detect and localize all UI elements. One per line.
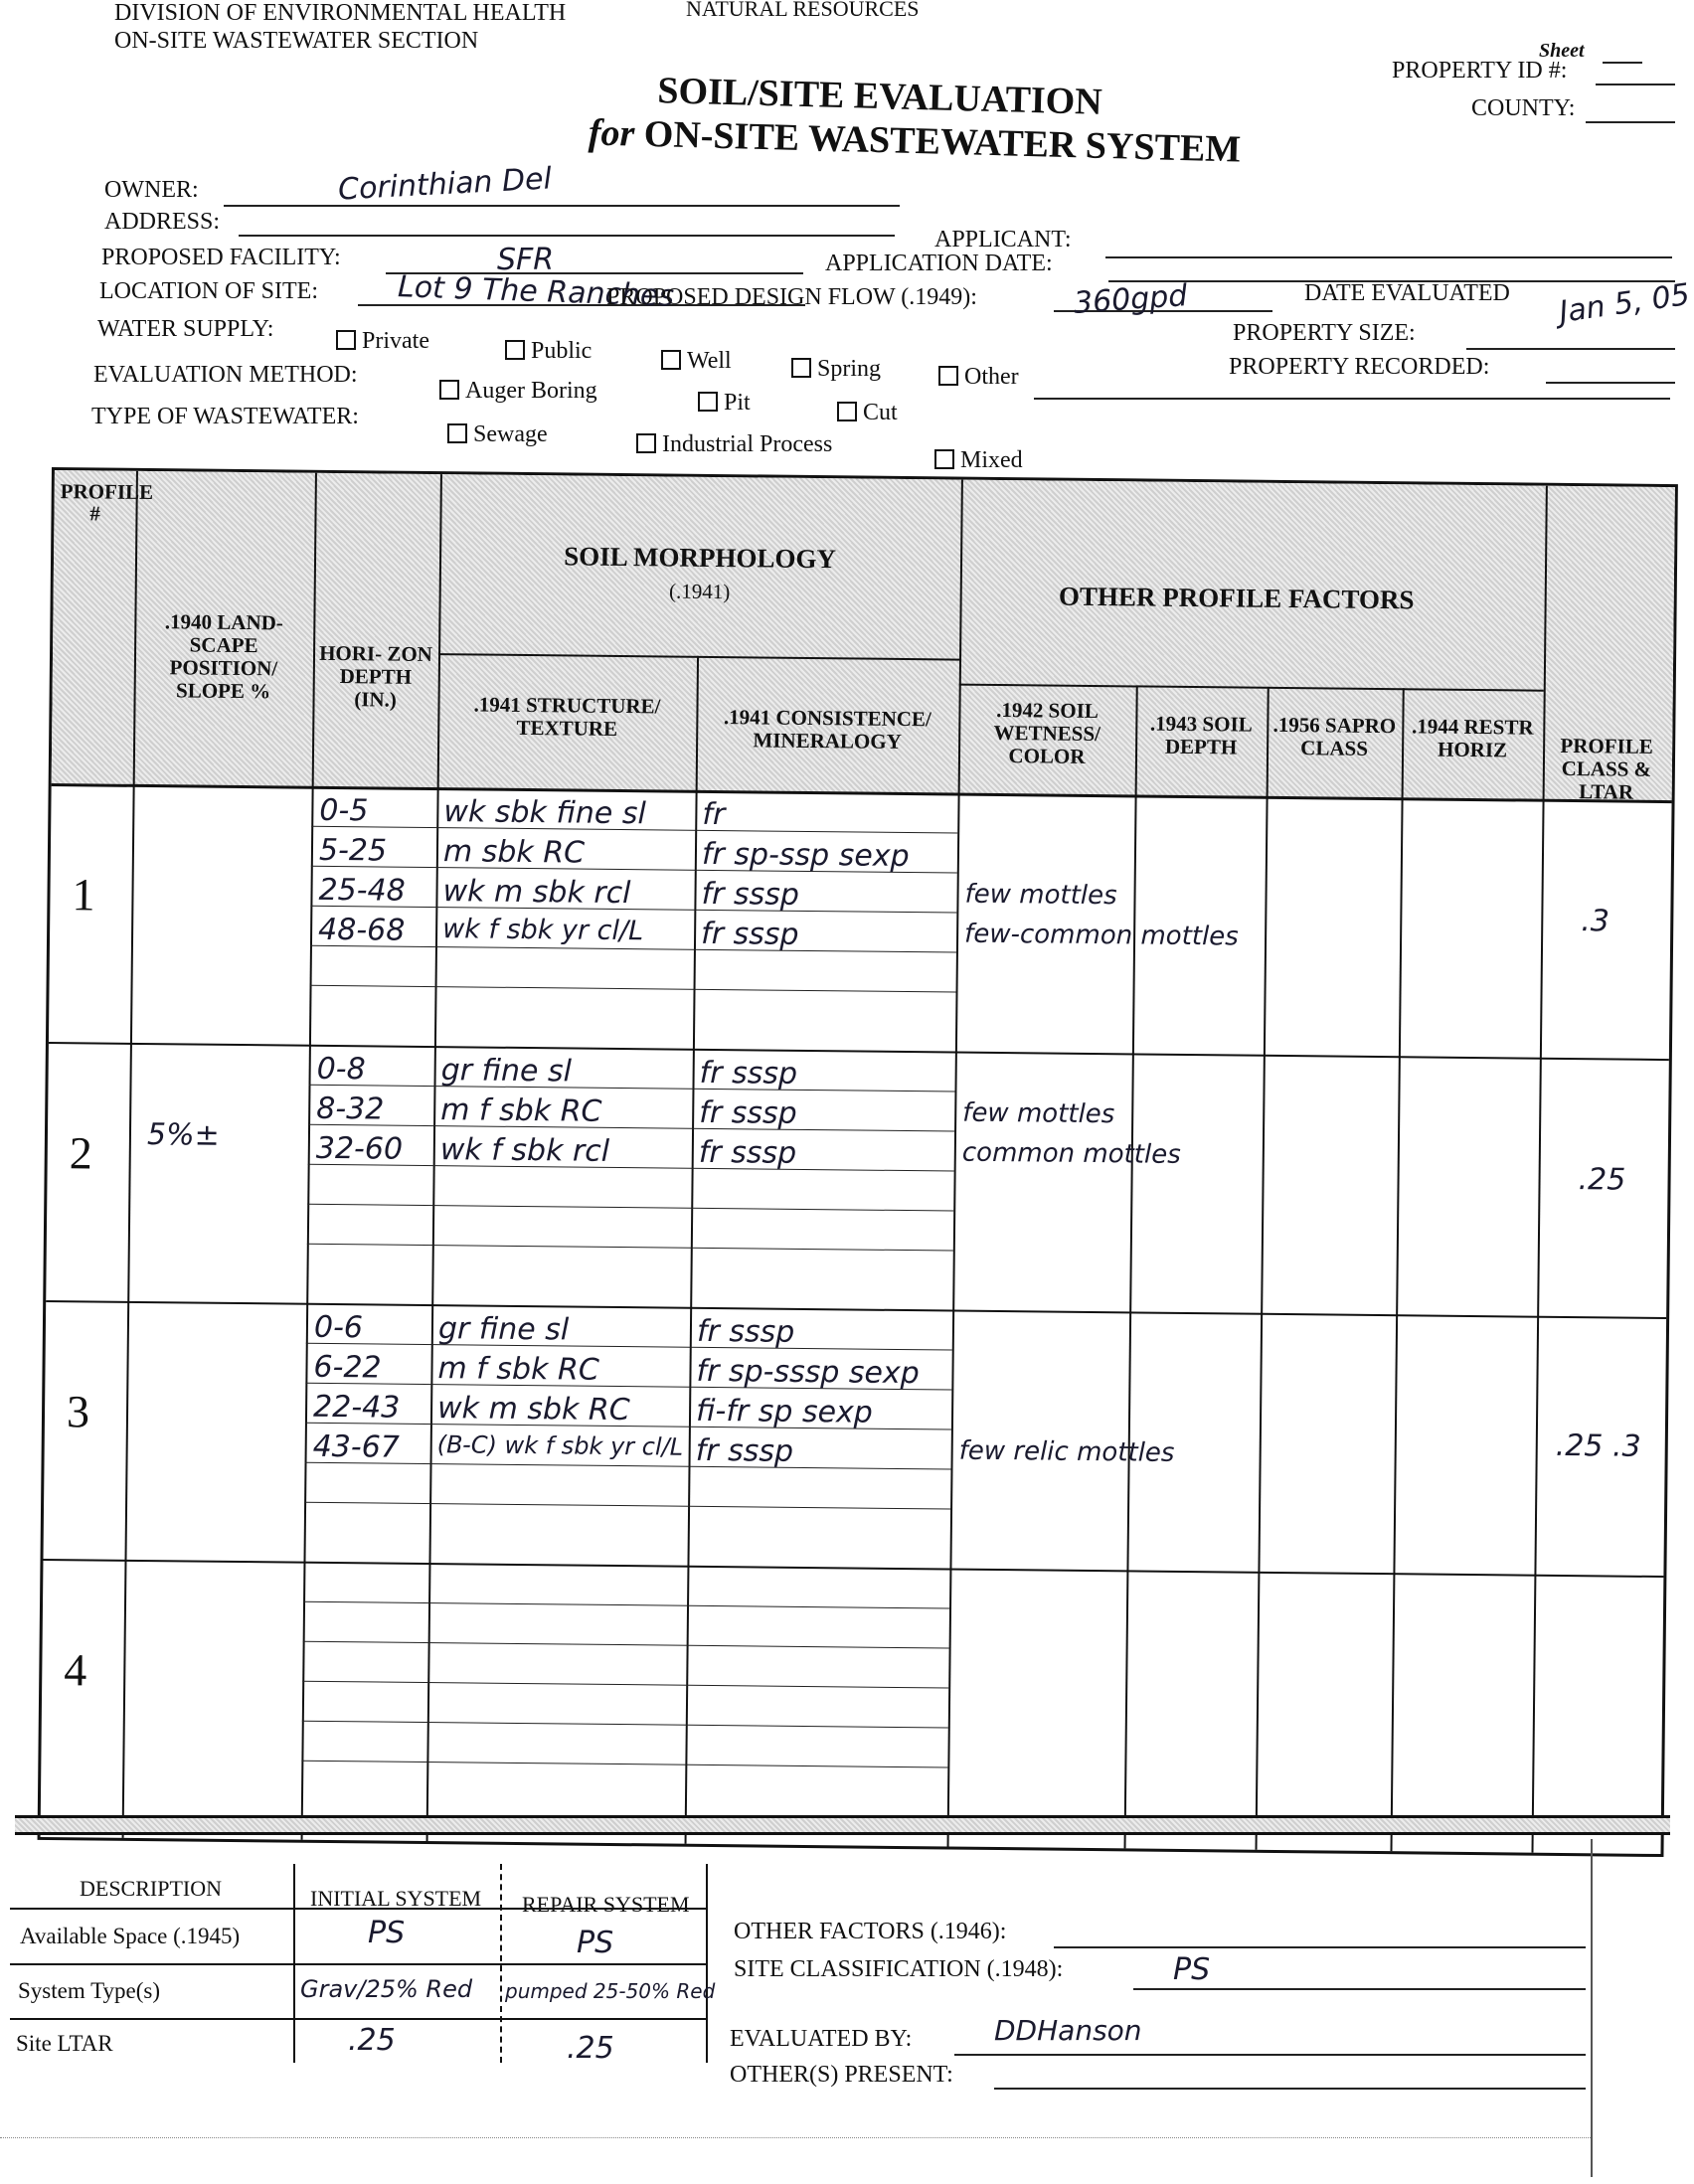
private-label: Private: [362, 328, 429, 354]
sewage-checkbox[interactable]: [447, 423, 467, 443]
proposed-facility-value[interactable]: SFR: [497, 243, 555, 277]
cut-checkbox[interactable]: [837, 402, 857, 421]
auger-boring-option[interactable]: [439, 378, 597, 405]
spring-checkbox[interactable]: [791, 358, 811, 378]
others-present-label: OTHER(S) PRESENT:: [730, 2062, 953, 2088]
scan-edge: [1591, 1839, 1593, 2177]
p3-ltar[interactable]: .25 .3: [1555, 1428, 1641, 1464]
p2-h1-depth[interactable]: 0-8: [316, 1051, 366, 1088]
date-evaluated-value[interactable]: Jan 5, 05: [1557, 276, 1692, 331]
p3-h3-consistence[interactable]: fi-fr sp sexp: [695, 1393, 874, 1430]
p3-h1-depth[interactable]: 0-6: [313, 1309, 364, 1346]
property-id-label: PROPERTY ID #:: [1392, 58, 1568, 84]
p3-h3-depth[interactable]: 22-43: [312, 1389, 401, 1426]
p3-h2-consistence[interactable]: fr sp-sssp sexp: [696, 1353, 920, 1392]
row-available-space-label: Available Space (.1945): [20, 1924, 241, 1948]
p3-h2-texture[interactable]: m f sbk RC: [437, 1351, 599, 1388]
p1-h2-texture[interactable]: m sbk RC: [442, 834, 586, 871]
summary-initial-label: INITIAL SYSTEM: [310, 1886, 482, 1911]
applicant-label: APPLICANT:: [934, 227, 1072, 252]
table-bottom-band: [15, 1815, 1670, 1835]
p2-slope[interactable]: 5%±: [146, 1117, 220, 1153]
p2-h3-consistence[interactable]: fr sssp: [698, 1134, 797, 1171]
wastewater-type-label: TYPE OF WASTEWATER:: [91, 404, 359, 429]
p2-h3-wetness[interactable]: common mottles: [961, 1137, 1181, 1170]
hdr-profile-class: PROFILE CLASS & LTAR: [1560, 733, 1653, 804]
county-label: COUNTY:: [1471, 95, 1576, 121]
sewage-label: Sewage: [473, 421, 548, 447]
row-site-ltar-repair[interactable]: .25: [567, 2031, 614, 2066]
spring-label: Spring: [817, 356, 882, 382]
site-classification-label: SITE CLASSIFICATION (.1948):: [734, 1956, 1064, 1982]
site-classification-value[interactable]: PS: [1173, 1952, 1211, 1987]
well-label: Well: [687, 348, 732, 374]
property-recorded-label: PROPERTY RECORDED:: [1229, 354, 1490, 380]
water-supply-label: WATER SUPPLY:: [97, 316, 274, 342]
p1-h2-consistence[interactable]: fr sp-ssp sexp: [701, 836, 910, 875]
hdr-soil-morphology: SOIL MORPHOLOGY: [564, 541, 837, 575]
p1-h4-consistence[interactable]: fr sssp: [700, 916, 799, 952]
evaluation-method-label: EVALUATION METHOD:: [93, 362, 358, 388]
evaluated-by-label: EVALUATED BY:: [730, 2026, 913, 2052]
sheet-label: Sheet: [1539, 40, 1585, 62]
design-flow-label: PROPOSED DESIGN FLOW (.1949):: [606, 284, 977, 310]
hdr-wetness: .1942 SOIL WETNESS/ COLOR: [993, 697, 1101, 768]
p3-h4-consistence[interactable]: fr sssp: [695, 1432, 794, 1469]
water-well-option[interactable]: [661, 348, 732, 375]
form-subtitle-text: ON-SITE WASTEWATER SYSTEM: [643, 112, 1242, 171]
hdr-profile: PROFILE #: [60, 479, 154, 526]
date-evaluated-label: DATE EVALUATED: [1304, 280, 1510, 306]
water-public-option[interactable]: [505, 338, 592, 365]
mixed-checkbox[interactable]: [934, 449, 954, 469]
pit-label: Pit: [724, 390, 751, 416]
other-factors-label: OTHER FACTORS (.1946):: [734, 1919, 1007, 1944]
p1-h3-wetness[interactable]: few mottles: [964, 879, 1117, 912]
water-other-option[interactable]: [938, 364, 1019, 391]
cut-label: Cut: [863, 400, 898, 425]
profile-4-number: 4: [64, 1644, 87, 1696]
p1-h4-depth[interactable]: 48-68: [317, 912, 406, 948]
p1-h2-depth[interactable]: 5-25: [318, 832, 388, 869]
p3-h1-texture[interactable]: gr fine sl: [437, 1311, 570, 1348]
p1-h1-texture[interactable]: wk sbk fine sl: [443, 794, 646, 832]
industrial-option[interactable]: [636, 431, 832, 458]
other-checkbox[interactable]: [938, 366, 958, 386]
p2-h1-texture[interactable]: gr fine sl: [440, 1053, 573, 1090]
agency-line2: ON-SITE WASTEWATER SECTION: [114, 28, 479, 54]
soil-table: [38, 467, 1678, 1857]
p1-ltar[interactable]: .3: [1581, 904, 1610, 939]
cut-option[interactable]: [837, 400, 898, 426]
p1-h1-depth[interactable]: 0-5: [319, 792, 369, 829]
row-site-ltar-initial[interactable]: .25: [348, 2023, 396, 2058]
location-label: LOCATION OF SITE:: [99, 278, 318, 304]
p1-h3-texture[interactable]: wk m sbk rcl: [442, 874, 631, 912]
profile-3-number: 3: [66, 1386, 90, 1437]
row-system-type-repair[interactable]: pumped 25-50% Red: [505, 1979, 716, 2003]
row-system-type-label: System Type(s): [18, 1978, 160, 2003]
p2-h3-texture[interactable]: wk f sbk rcl: [439, 1132, 610, 1169]
form-subtitle-for: for: [588, 111, 635, 155]
p3-h4-depth[interactable]: 43-67: [312, 1428, 401, 1465]
agency-line1: DIVISION OF ENVIRONMENTAL HEALTH: [114, 0, 567, 26]
hdr-soil-morphology-code: (.1941): [668, 579, 731, 604]
summary-table: [10, 1864, 716, 2066]
proposed-facility-label: PROPOSED FACILITY:: [101, 245, 341, 270]
industrial-checkbox[interactable]: [636, 433, 656, 453]
well-checkbox[interactable]: [661, 350, 681, 370]
p3-h2-depth[interactable]: 6-22: [313, 1349, 382, 1386]
owner-value[interactable]: Corinthian Del: [337, 161, 553, 208]
private-checkbox[interactable]: [336, 330, 356, 350]
hdr-landscape: .1940 LAND- SCAPE POSITION/ SLOPE %: [164, 609, 284, 704]
summary-repair-label: REPAIR SYSTEM: [522, 1892, 690, 1917]
p2-h2-texture[interactable]: m f sbk RC: [440, 1092, 602, 1129]
form-title: SOIL/SITE EVALUATION: [656, 70, 1103, 123]
hdr-structure: .1941 STRUCTURE/ TEXTURE: [473, 692, 661, 741]
profile-2-number: 2: [69, 1127, 93, 1179]
public-label: Public: [531, 338, 593, 364]
p1-h3-depth[interactable]: 25-48: [318, 872, 406, 909]
p3-h1-consistence[interactable]: fr sssp: [696, 1313, 795, 1350]
design-flow-value[interactable]: 360gpd: [1072, 278, 1189, 321]
water-private-option[interactable]: [336, 328, 429, 355]
public-checkbox[interactable]: [505, 340, 525, 360]
profile-1-number: 1: [72, 869, 95, 921]
p1-h4-wetness[interactable]: few-common mottles: [963, 919, 1239, 952]
p1-h4-texture[interactable]: wk f sbk yr cl/L: [441, 914, 644, 947]
pit-checkbox[interactable]: [698, 392, 718, 412]
hdr-sapro: .1956 SAPRO CLASS: [1272, 712, 1397, 760]
water-spring-option[interactable]: [791, 356, 881, 383]
mixed-option[interactable]: [934, 447, 1023, 474]
location-value[interactable]: Lot 9 The Ranches: [397, 269, 675, 314]
p3-h3-texture[interactable]: wk m sbk RC: [436, 1391, 630, 1428]
application-date-label: APPLICATION DATE:: [825, 251, 1053, 276]
hdr-restr: .1944 RESTR HORIZ: [1411, 714, 1534, 762]
p2-h2-wetness[interactable]: few mottles: [962, 1097, 1115, 1130]
evaluated-by-value[interactable]: DDHanson: [994, 2014, 1142, 2047]
row-site-ltar-label: Site LTAR: [16, 2031, 113, 2056]
p2-h1-consistence[interactable]: fr sssp: [699, 1055, 798, 1092]
property-size-label: PROPERTY SIZE:: [1233, 320, 1416, 346]
row-available-space-repair[interactable]: PS: [577, 1926, 614, 1960]
row-available-space-initial[interactable]: PS: [368, 1916, 406, 1950]
mixed-label: Mixed: [960, 447, 1023, 473]
p2-ltar[interactable]: .25: [1578, 1162, 1626, 1198]
hdr-soil-depth: .1943 SOIL DEPTH: [1149, 711, 1253, 759]
sewage-option[interactable]: [447, 421, 548, 448]
p1-h1-consistence[interactable]: fr: [702, 796, 726, 833]
row-system-type-initial[interactable]: Grav/25% Red: [300, 1975, 473, 2003]
summary-description-label: DESCRIPTION: [80, 1876, 223, 1901]
hdr-horizon: HORI- ZON DEPTH (IN.): [319, 640, 433, 712]
pit-option[interactable]: [698, 390, 751, 417]
hdr-other-factors: OTHER PROFILE FACTORS: [1058, 581, 1415, 615]
auger-label: Auger Boring: [465, 378, 597, 404]
p2-h3-depth[interactable]: 32-60: [315, 1130, 404, 1167]
p3-h4-texture[interactable]: (B-C) wk f sbk yr cl/L: [436, 1430, 684, 1461]
p1-h3-consistence[interactable]: fr sssp: [701, 876, 800, 913]
p3-h4-wetness[interactable]: few relic mottles: [958, 1435, 1175, 1468]
auger-checkbox[interactable]: [439, 380, 459, 400]
owner-label: OWNER:: [104, 177, 199, 203]
industrial-label: Industrial Process: [662, 431, 833, 457]
hdr-consistence: .1941 CONSISTENCE/ MINERALOGY: [723, 705, 932, 754]
agency-right: NATURAL RESOURCES: [686, 0, 920, 21]
address-label: ADDRESS:: [104, 209, 221, 235]
other-label: Other: [964, 364, 1019, 390]
p2-h2-consistence[interactable]: fr sssp: [699, 1094, 797, 1131]
p2-h2-depth[interactable]: 8-32: [316, 1091, 385, 1127]
